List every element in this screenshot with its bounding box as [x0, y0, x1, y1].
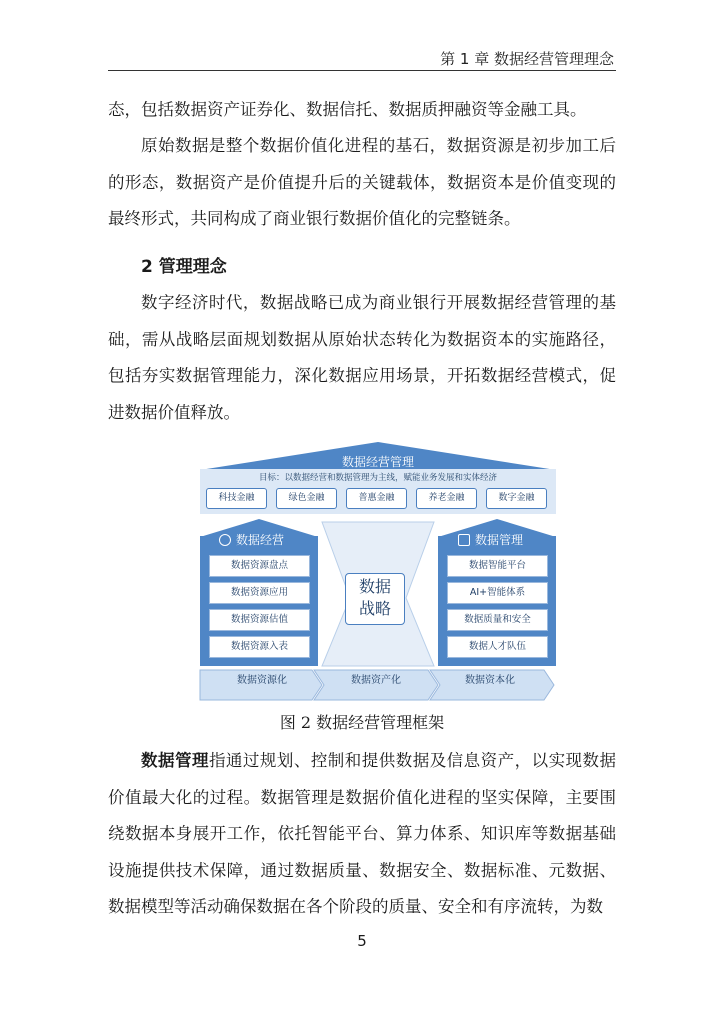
section-title: 2 管理理念	[141, 257, 227, 277]
org-chart-icon	[458, 534, 470, 546]
gear-icon	[219, 534, 231, 546]
pill-puhui: 普惠金融	[346, 488, 407, 509]
pill-keji: 科技金融	[206, 488, 267, 509]
left-item-3: 数据资源估值	[209, 609, 310, 631]
left-item-1: 数据资源盘点	[209, 555, 310, 577]
pill-yanglao: 养老金融	[416, 488, 477, 509]
stage-label-3: 数据资本化	[465, 675, 515, 686]
page-number: 5	[357, 932, 367, 950]
paragraph-3: 数字经济时代，数据战略已成为商业银行开展数据经营管理的基础，需从战略层面规划数据从原始状态转化为数据资本的实施路径，包括夯实数据管理能力，深化数据应用场景，开拓数据经营模式，促进数据价值释放。	[108, 293, 616, 422]
figure-caption: 图 2 数据经营管理框架	[279, 713, 445, 732]
roof-title: 数据经营管理	[341, 455, 414, 469]
right-item-3: 数据质量和安全	[447, 609, 548, 631]
left-column-title: 数据经营	[219, 531, 284, 548]
chapter-title: 第 1 章 数据经营管理理念	[440, 50, 614, 68]
paragraph-1: 态，包括数据资产证券化、数据信托、数据质押融资等金融工具。	[108, 100, 587, 119]
paragraph-2: 原始数据是整个数据价值化进程的基石，数据资源是初步加工后的形态，数据资产是价值提升后的关键载体，数据资本是价值变现的最终形式，共同构成了商业银行数据价值化的完整链条。	[108, 136, 616, 228]
stage-label-1: 数据资源化	[237, 675, 287, 686]
left-item-4: 数据资源入表	[209, 636, 310, 658]
term-data-management: 数据管理	[141, 751, 209, 770]
left-item-2: 数据资源应用	[209, 582, 310, 604]
paragraph-4	[108, 743, 616, 926]
center-line-1: 数据	[358, 577, 391, 596]
right-item-1: 数据智能平台	[447, 555, 548, 577]
right-item-4: 数据人才队伍	[447, 636, 548, 658]
paragraph-4-body: 指通过规划、控制和提供数据及信息资产，以实现数据价值最大化的过程。数据管理是数据价值化进程的坚实保障，主要围绕数据本身展开工作，依托智能平台、算力体系、知识库等数据基础设施提供技术保障，通过数据质量、数据安全、数据标准、元数据、数据模型等活动确保数据在各个阶段的质量、安全和有序流转，为数	[108, 751, 617, 916]
right-item-2: AI+智能体系	[447, 582, 548, 604]
goal-text: 目标：以数据经营和数据管理为主线，赋能业务发展和实体经济	[258, 473, 497, 483]
framework-figure	[192, 440, 564, 702]
stage-label-2: 数据资产化	[351, 675, 401, 686]
pill-lvse: 绿色金融	[276, 488, 337, 509]
page-header	[108, 44, 616, 71]
pill-shuzi: 数字金融	[486, 488, 547, 509]
center-strategy-box	[345, 573, 405, 625]
right-column-title: 数据管理	[458, 531, 523, 548]
center-line-2: 战略	[358, 599, 391, 618]
